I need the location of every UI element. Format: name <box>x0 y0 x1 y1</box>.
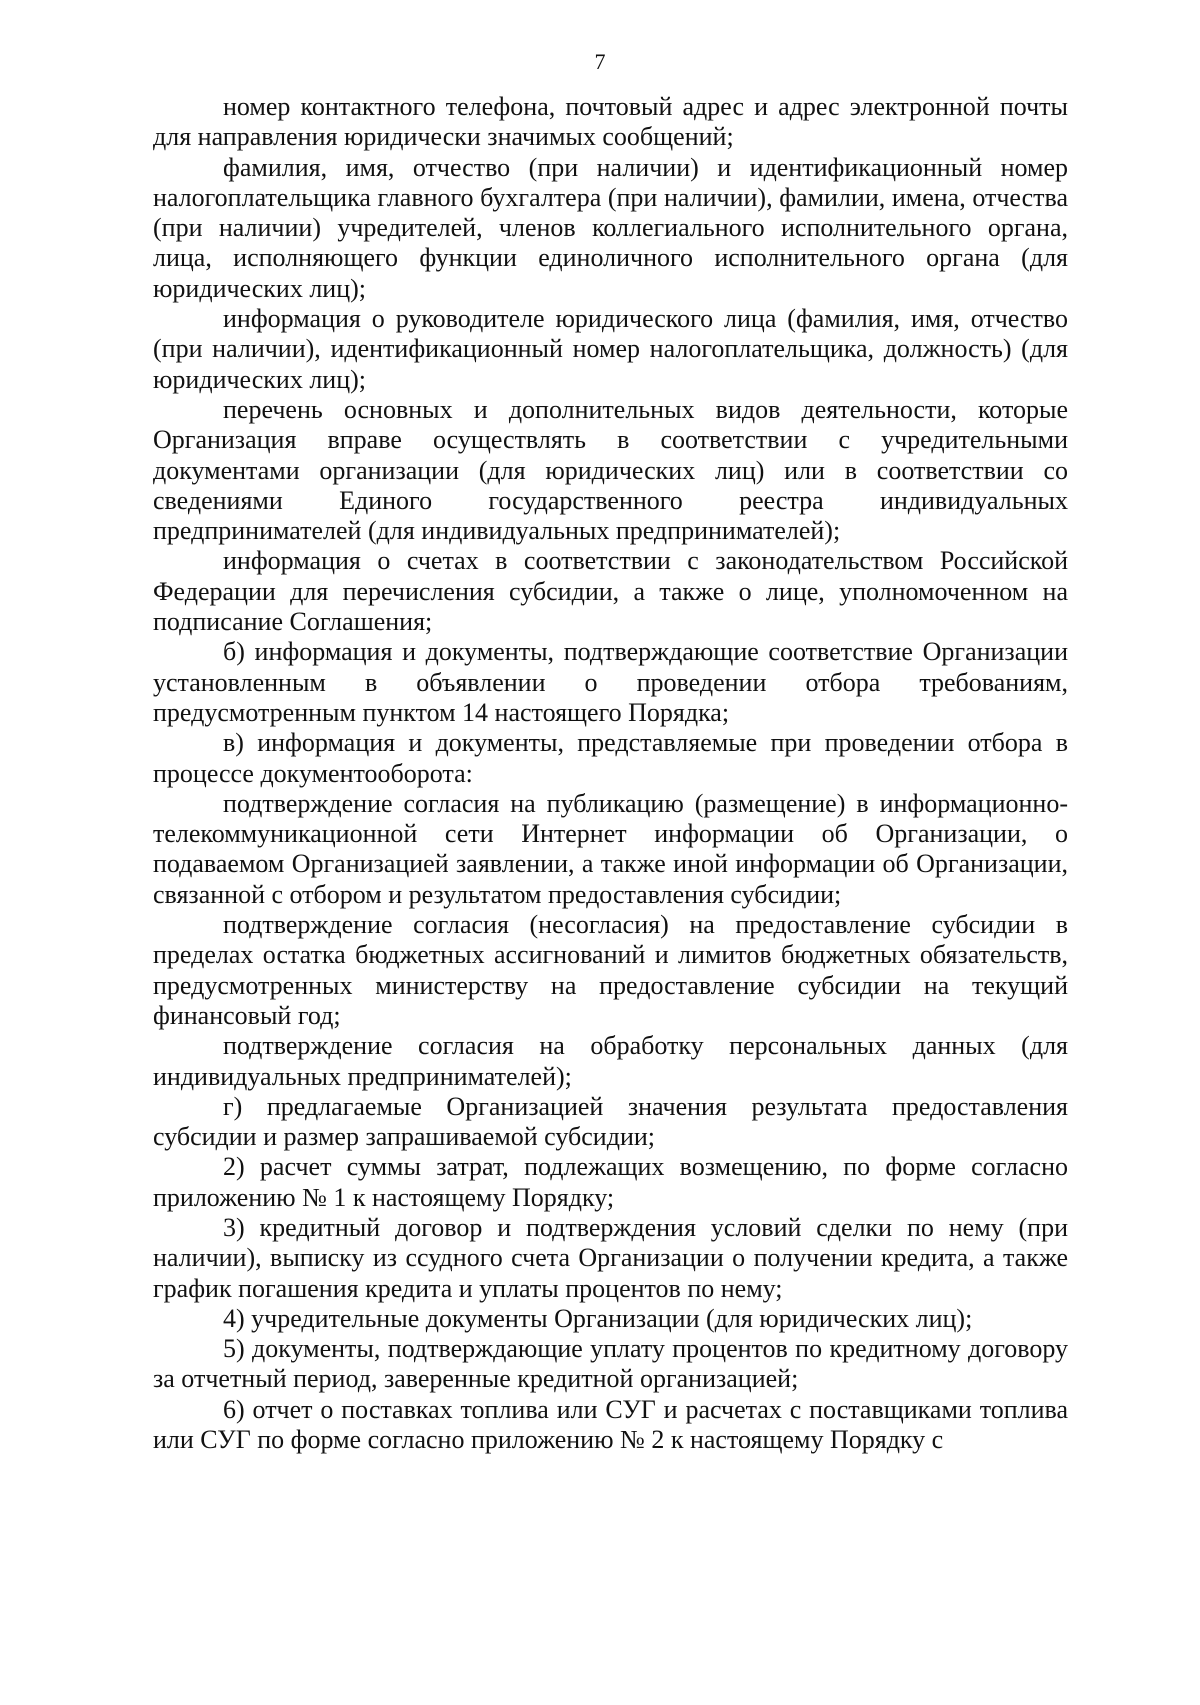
paragraph-activity-list: перечень основных и дополнительных видов деятельности, которые Организация вправе осуществлять в соответствии с учредительными документами организации (для юридических лиц) или в соответствии со сведениями Единого государственного реестра индивидуальных предпринимателей (для индивидуальных предпринимателей); <box>153 394 1068 546</box>
paragraph-item-3: 3) кредитный договор и подтверждения условий сделки по нему (при наличии), выписку из ссудного счета Организации о получении кредита, а также график погашения кредита и уплаты процентов по нему; <box>153 1212 1068 1303</box>
paragraph-contact-info: номер контактного телефона, почтовый адрес и адрес электронной почты для направления юридически значимых сообщений; <box>153 92 1068 152</box>
paragraph-item-v: в) информация и документы, представляемые при проведении отбора в процессе документооборота: <box>153 728 1068 788</box>
paragraph-item-6: 6) отчет о поставках топлива или СУГ и расчетах с поставщиками топлива или СУГ по форме согласно приложению № 2 к настоящему Порядку с <box>153 1394 1068 1455</box>
paragraph-item-2: 2) расчет суммы затрат, подлежащих возмещению, по форме согласно приложению № 1 к настоящему Порядку; <box>153 1152 1068 1212</box>
paragraph-item-5: 5) документы, подтверждающие уплату процентов по кредитному договору за отчетный период, заверенные кредитной организацией; <box>153 1334 1068 1394</box>
document-body <box>153 92 1068 1455</box>
paragraph-accountant-founders: фамилия, имя, отчество (при наличии) и идентификационный номер налогоплательщика главного бухгалтера (при наличии), фамилии, имена, отчества (при наличии) учредителей, членов коллегиального исполнительного органа, лица, исполняющего функции единоличного исполнительного органа (для юридических лиц); <box>153 152 1068 303</box>
paragraph-accounts-info: информация о счетах в соответствии с законодательством Российской Федерации для перечисления субсидии, а также о лице, уполномоченном на подписание Соглашения; <box>153 546 1068 637</box>
paragraph-item-b: б) информация и документы, подтверждающие соответствие Организации установленным в объявлении о проведении отбора требованиям, предусмотренным пунктом 14 настоящего Порядка; <box>153 637 1068 727</box>
page-number: 7 <box>594 49 606 74</box>
paragraph-publication-consent: подтверждение согласия на публикацию (размещение) в информационно-телекоммуникационной сети Интернет информации об Организации, о подаваемом Организацией заявлении, а также иной информации об Организации, связанной с отбором и результатом предоставления субсидии; <box>153 788 1068 909</box>
paragraph-budget-consent: подтверждение согласия (несогласия) на предоставление субсидии в пределах остатка бюджетных ассигнований и лимитов бюджетных обязательств, предусмотренных министерству на предоставление субсидии на текущий финансовый год; <box>153 910 1068 1030</box>
paragraph-personal-data-consent: подтверждение согласия на обработку персональных данных (для индивидуальных предпринимателей); <box>153 1031 1068 1091</box>
paragraph-item-4: 4) учредительные документы Организации (для юридических лиц); <box>223 1303 973 1333</box>
paragraph-head-info: информация о руководителе юридического лица (фамилия, имя, отчество (при наличии), идентификационный номер налогоплательщика, должность) (для юридических лиц); <box>153 304 1068 394</box>
paragraph-item-g: г) предлагаемые Организацией значения результата предоставления субсидии и размер запрашиваемой субсидии; <box>153 1091 1068 1152</box>
